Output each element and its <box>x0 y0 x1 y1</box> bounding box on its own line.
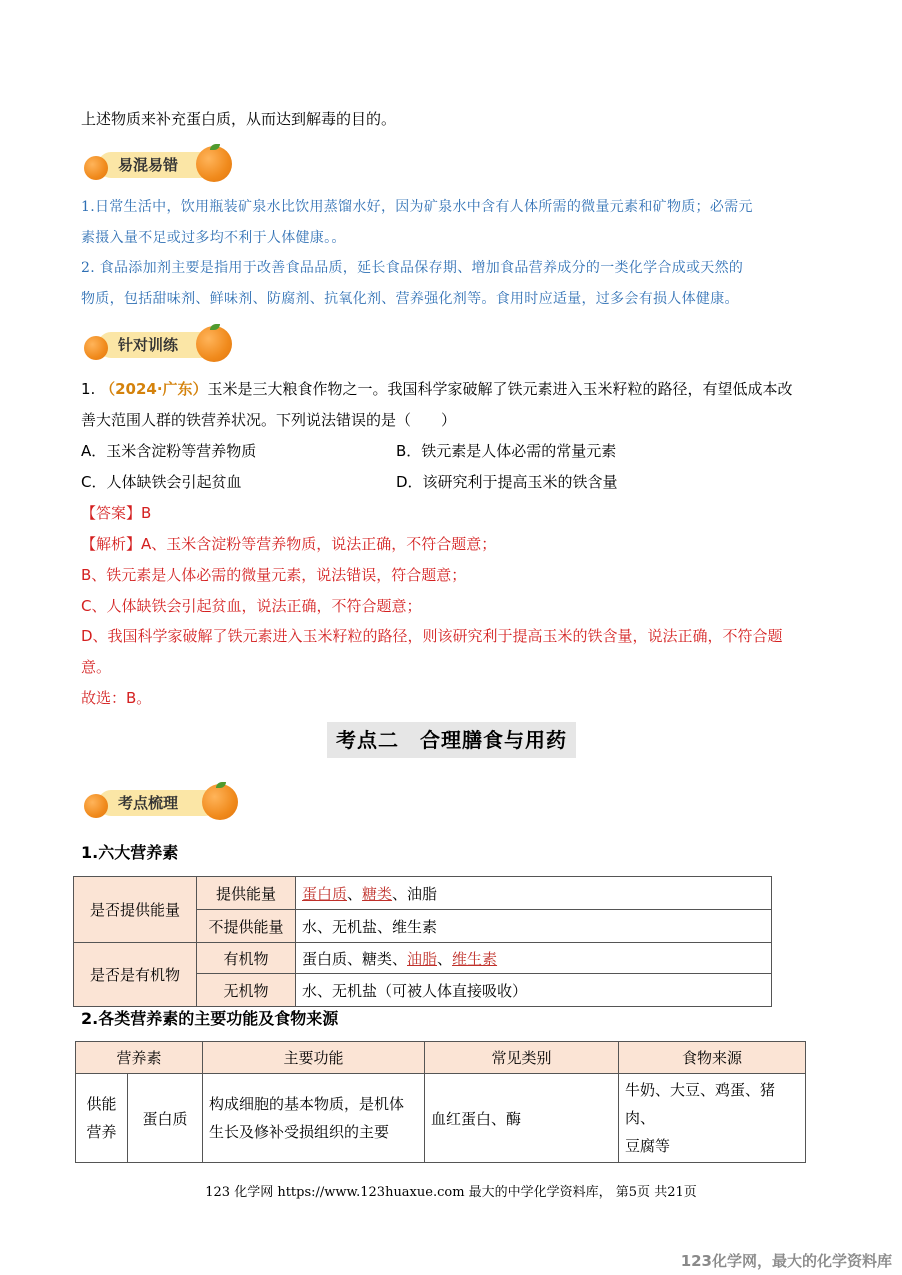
badge-summary <box>84 782 240 822</box>
value-no-energy: 水、无机盐、维生素 <box>296 910 772 943</box>
label-organic: 有机物 <box>197 943 296 974</box>
option-c: C．人体缺铁会引起贫血 <box>81 473 242 491</box>
value-provide-energy: 蛋白质、糖类、油脂 <box>296 877 772 910</box>
choice-line: 故选：B。 <box>81 689 152 707</box>
question-1-line-1 <box>81 379 793 399</box>
heading-functions: 2.各类营养素的主要功能及食物来源 <box>81 1009 339 1028</box>
question-1-line-2: 善大范围人群的铁营养状况。下列说法错误的是（ ） <box>81 411 457 429</box>
top-line: 上述物质来补充蛋白质，从而达到解毒的目的。 <box>81 110 397 128</box>
tip-2-line-2: 物质，包括甜味剂、鲜味剂、防腐剂、抗氧化剂、营养强化剂等。食用时应适量，过多会有损人体健康。 <box>81 291 739 307</box>
row-group: 供能 营养 <box>76 1074 128 1163</box>
question-text: 玉米是三大粮食作物之一。我国科学家破解了铁元素进入玉米籽粒的路径，有望低成本改 <box>207 380 793 398</box>
header-nutrient: 营养素 <box>76 1042 203 1074</box>
functions-table <box>75 1041 806 1163</box>
badge-label: 易混易错 <box>98 152 218 178</box>
answer: 【答案】B <box>81 504 152 522</box>
option-d: D．该研究利于提高玉米的铁含量 <box>396 473 618 491</box>
label-provide-energy: 提供能量 <box>197 877 296 910</box>
option-a: A．玉米含淀粉等营养物质 <box>81 442 257 460</box>
orange-small-icon <box>84 156 108 180</box>
footer: 123 化学网 https://www.123huaxue.com 最大的中学化学资料库， 第5页 共21页 <box>205 1185 697 1200</box>
row-nutrient-name: 蛋白质 <box>128 1074 203 1163</box>
header-source: 食物来源 <box>619 1042 806 1074</box>
option-b: B．铁元素是人体必需的常量元素 <box>396 442 617 460</box>
heading-six-nutrients: 1.六大营养素 <box>81 843 179 862</box>
badge-label: 针对训练 <box>98 332 218 358</box>
label-inorganic: 无机物 <box>197 974 296 1007</box>
question-source: （2024·广东） <box>100 380 208 398</box>
orange-small-icon <box>84 794 108 818</box>
orange-large-icon <box>202 784 238 820</box>
analysis-line-1: 【解析】A、玉米含淀粉等营养物质，说法正确，不符合题意； <box>81 535 497 553</box>
watermark: 123化学网，最大的化学资料库 <box>680 1252 892 1270</box>
question-number: 1. <box>81 380 96 398</box>
header-function: 主要功能 <box>203 1042 425 1074</box>
orange-large-icon <box>196 146 232 182</box>
badge-practice <box>84 324 234 364</box>
group-energy: 是否提供能量 <box>74 877 197 943</box>
badge-easy-confusion <box>84 144 234 184</box>
analysis-line-2: B、铁元素是人体必需的微量元素，说法错误，符合题意； <box>81 566 467 584</box>
value-organic: 蛋白质、糖类、油脂、维生素 <box>296 943 772 974</box>
analysis-line-4: D、我国科学家破解了铁元素进入玉米籽粒的路径，则该研究利于提高玉米的铁含量，说法正确，不符合题 <box>81 627 783 645</box>
tip-2-line-1: 2. 食品添加剂主要是指用于改善食品品质，延长食品保存期、增加食品营养成分的一类化学合成或天然的 <box>81 260 744 276</box>
row-function: 构成细胞的基本物质，是机体 生长及修补受损组织的主要 <box>203 1074 425 1163</box>
tip-1-line-1: 1.日常生活中，饮用瓶装矿泉水比饮用蒸馏水好，因为矿泉水中含有人体所需的微量元素和矿物质；必需元 <box>81 199 753 215</box>
header-category: 常见类别 <box>425 1042 619 1074</box>
analysis-line-3: C、人体缺铁会引起贫血，说法正确，不符合题意； <box>81 597 422 615</box>
group-organic: 是否是有机物 <box>74 943 197 1007</box>
label-no-energy: 不提供能量 <box>197 910 296 943</box>
section-title: 考点二 合理膳食与用药 <box>327 722 576 758</box>
analysis-line-5: 意。 <box>81 658 112 676</box>
row-source: 牛奶、大豆、鸡蛋、猪肉、 豆腐等 <box>619 1074 806 1163</box>
row-category: 血红蛋白、酶 <box>425 1074 619 1163</box>
value-inorganic: 水、无机盐（可被人体直接吸收） <box>296 974 772 1007</box>
orange-large-icon <box>196 326 232 362</box>
badge-label: 考点梳理 <box>98 790 218 816</box>
nutrients-table <box>73 876 772 1007</box>
tip-1-line-2: 素摄入量不足或过多均不利于人体健康。。 <box>81 230 346 246</box>
orange-small-icon <box>84 336 108 360</box>
